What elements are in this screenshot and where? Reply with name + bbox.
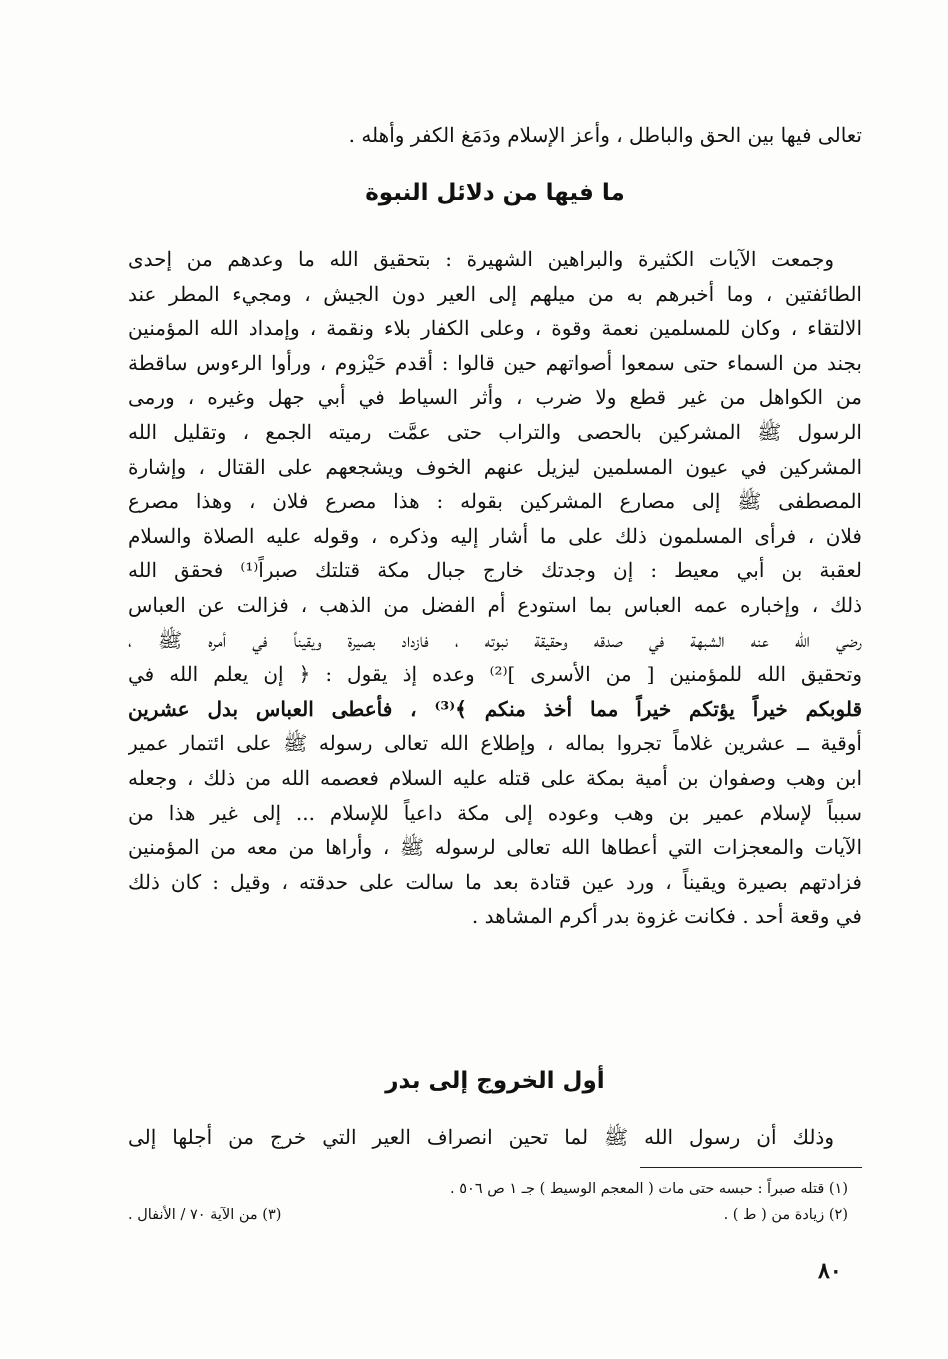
text-line: وذلك أن رسول الله ﷺ لما تحين انصراف العير التي خرج من أجلها إلى: [128, 1125, 834, 1149]
body-paragraph: [128, 1120, 862, 1155]
text-line: الالتقاء ، وكان للمسلمين نعمة وقوة ، وعلى الكفار بلاء ونقمة ، وإمداد الله المؤمنين: [128, 316, 862, 341]
body-paragraph: [128, 242, 862, 934]
text-line: الآيات والمعجزات التي أعطاها الله تعالى لرسوله ﷺ ، وأراها من معه من المؤمنين: [128, 835, 862, 860]
text-line: في وقعة أحد . فكانت غزوة بدر أكرم المشاهد .: [471, 904, 862, 929]
footnotes: [128, 1176, 848, 1228]
quran-verse-line: قلوبكم خيراً يؤتكم خيراً مما أخذ منكم ﴾⁽³⁾ ، فأعطى العباس بدل عشرين: [128, 696, 862, 721]
text-line: لعقبة بن أبي معيط : إن وجدتك خارج جبال مكة قتلتك صبراً⁽¹⁾ فحقق الله: [128, 558, 862, 583]
text-line: الطائفتين ، وما أخبرهم به من ميلهم إلى العير دون الجيش ، ومجيء المطر عند: [128, 281, 862, 306]
text-line: وجمعت الآيات الكثيرة والبراهين الشهيرة : بتحقيق الله ما وعدهم من إحدى: [128, 247, 834, 271]
footnote-1: (١) قتله صبراً : حبسه حتى مات ( المعجم الوسيط ) جـ ١ ص ٥٠٦ .: [450, 1181, 848, 1197]
text-line: وتحقيق الله للمؤمنين [ من الأسرى ]⁽²⁾ وعده إذ يقول : ﴿ إن يعلم الله في: [128, 662, 862, 687]
text-line: بجند من السماء حتى سمعوا أصواتهم حين قالوا : أقدم حَيْزوم ، ورأوا الرءوس ساقطة: [128, 350, 862, 375]
text-line: تعالى فيها بين الحق والباطل ، وأعز الإسلام ودَمَغ الكفر وأهله .: [348, 123, 862, 147]
page-number: ٨٠: [818, 1258, 842, 1284]
text-line: فزادتهم بصيرة ويقيناً ، ورد عين قتادة بعد ما سالت على حدقته ، وقيل : كان ذلك: [128, 869, 862, 894]
footnote-2: (٢) زيادة من ( ط ) .: [723, 1207, 848, 1223]
text-line: ابن وهب وصفوان بن أمية بمكة على قتله عليه السلام فعصمه الله من ذلك ، وجعله: [128, 765, 862, 790]
text-line: من الكواهل من غير قطع ولا ضرب ، وأثر السياط في أبي جهل وغيره ، ورمى: [128, 385, 862, 410]
text-line: رضي الله عنه الشبهة في صدقه وحقيقة نبوته ، فازداد بصيرة ويقيناً في أمره ﷺ ،: [128, 627, 862, 652]
continuation-paragraph: [128, 118, 862, 153]
footnote-3: (٣) من الآية ٧٠ / الأنفال .: [128, 1207, 282, 1223]
footnote-row: [128, 1202, 848, 1228]
text-line: ذلك ، وإخباره عمه العباس بما استودع أم الفضل من الذهب ، فزالت عن العباس: [128, 592, 862, 617]
footnote-row: [128, 1176, 848, 1202]
section-heading: ما فيها من دلائل النبوة: [365, 180, 625, 206]
text-line: أوقية ــ عشرين غلاماً تجروا بماله ، وإطلاع الله تعالى رسوله ﷺ على ائتمار عمير: [128, 731, 862, 756]
text-line: الرسول ﷺ المشركين بالحصى والتراب حتى عمَّت رميته الجمع ، وتقليل الله: [128, 419, 862, 444]
footnote-divider: [640, 1167, 862, 1168]
text-line: المشركين في عيون المسلمين ليزيل عنهم الخوف ويشجعهم على القتال ، وإشارة: [128, 454, 862, 479]
text-line: سبباً لإسلام عمير بن وهب وعوده إلى مكة داعياً للإسلام ... إلى غير هذا من: [128, 800, 862, 825]
text-line: المصطفى ﷺ إلى مصارع المشركين بقوله : هذا مصرع فلان ، وهذا مصرع: [128, 489, 862, 514]
text-line: فلان ، فرأى المسلمون ذلك على ما أشار إليه وذكره ، وقوله عليه الصلاة والسلام: [128, 523, 862, 548]
section-heading: أول الخروج إلى بدر: [385, 1068, 605, 1094]
